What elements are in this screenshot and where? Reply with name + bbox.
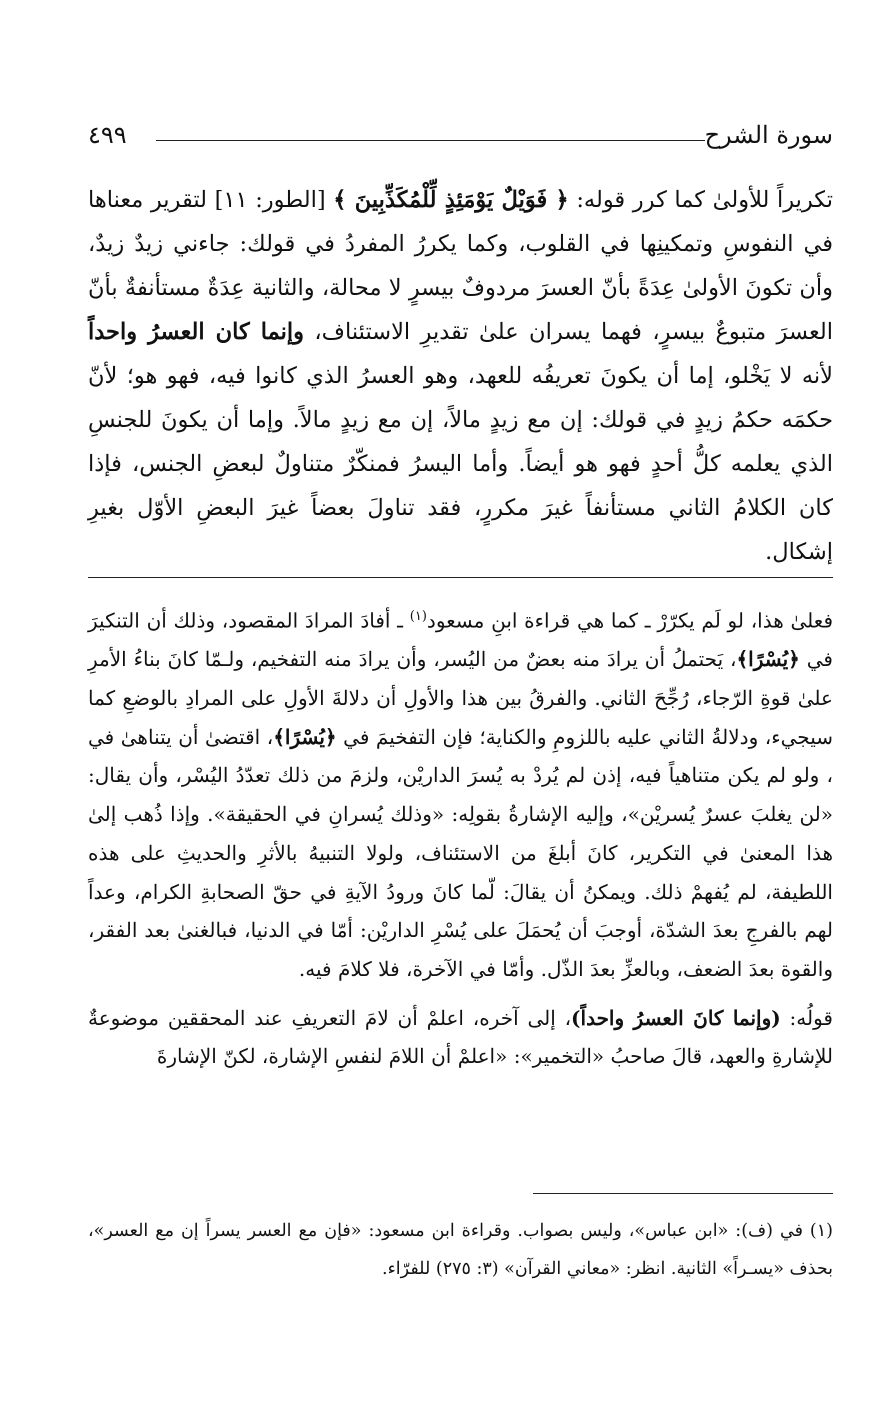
commentary-segment: ، يَحتملُ أن يرادَ منه بعضٌ من اليُسر، وأن يرادَ منه التفخيم، ولـمّا كانَ بناءُ الأمرِ علىٰ قوةِ الرّجاء، رُجِّحَ الثاني. والفرقُ بين هذا والأولِ أن دلالةَ الأولِ على المرادِ بالوضعِ كما سيجيء، ودلالةُ الثاني عليه باللزومِ والكناية؛ فإن التفخيمَ في [88, 647, 833, 749]
footnote-item: (١) في (ف): «ابن عباس»، وليس بصواب. وقراءة ابن مسعود: «فإن مع العسر يسراً إن مع العسر»، بحذف «يسـراً» الثانية. انظر: «معاني القرآن» (٣: ٢٧٥) للفرّاء. [88, 1221, 833, 1279]
header-rule [156, 140, 705, 141]
footnote-reference: (١) [409, 609, 427, 624]
commentary-segment: ، اقتضىٰ أن يتناهىٰ في ، ولو لم يكن متناهياً فيه، إذن لم يُردْ به يُسرَ الداريْن، ولزمَ من ذلك تعدّدُ اليُسْر، وأن يقال: «لن يغلبَ عسرٌ يُسريْن»، وإليه الإشارةُ بقولِه: «وذلك يُسرانِ في الحقيقة». وإذا ذُهب إلىٰ هذا المعنىٰ في التكرير، كانَ أبلغَ من الاستئناف، ولولا التنبيهُ بالأثرِ والحديثِ على هذه اللطيفة، لم يُفهمْ ذلك. ويمكنُ أن يقالَ: لّما كانَ ورودُ الآيةِ في حقّ الصحابةِ الكرام، وعداً لهم بالفرجِ بعدَ الشدّة، أوجبَ أن يُحمَلَ على يُسْرِ الداريْن: أمّا في الدنيا، فبالغنىٰ بعد الفقر، والقوة بعدَ الضعف، وبالعزِّ بعدَ الذّل. وأمّا في الآخرة، فلا كلامَ فيه. [88, 724, 833, 981]
main-text-segment: تكريراً للأولىٰ كما كرر قوله: [568, 187, 833, 213]
commentary-paragraph [88, 598, 833, 989]
surah-title: سورة الشرح [704, 121, 833, 149]
main-text-segment: لتقرير معناها في النفوسِ وتمكينِها في القلوب، وكما يكررُ المفردُ في قولك: جاءني زيدٌ زيدٌ، وأن تكونَ الأولىٰ عِدَةً بأنّ العسرَ مردوفٌ بيسرٍ لا محالة، والثانية عِدَةٌ مستأنفةٌ بأنّ العسرَ متبوعٌ بيسرٍ، فهما يسران علىٰ تقديرِ الاستئناف، [88, 187, 833, 345]
commentary-segment: ، إلى آخره، اعلمْ أن لامَ التعريفِ عند المحققين موضوعةٌ للإشارةِ والعهد، قالَ صاحبُ «التخمير»: «اعلمْ أن اللامَ لنفسِ الإشارة، لكنّ الإشارةَ [88, 1005, 833, 1069]
running-header [88, 112, 833, 158]
commentary-segment: ـ أفادَ المرادَ المقصود، وذلك أن التنكيرَ في [88, 608, 833, 672]
commentary-text [88, 598, 833, 1076]
footnotes [88, 1212, 833, 1288]
commentary-segment: قولُه: [780, 1005, 833, 1030]
emphasized-phrase: وإنما كان العسرُ واحداً [88, 319, 305, 345]
quran-word: ﴿يُسْرًا﴾ [736, 647, 800, 672]
emphasized-phrase: (وإنما كانَ العسرُ واحداً) [571, 1005, 781, 1030]
section-divider [88, 577, 833, 578]
main-text [88, 178, 833, 574]
page-number: ٤٩٩ [88, 121, 127, 149]
footnote-rule [533, 1193, 833, 1194]
quran-word: ﴿يُسْرًا﴾ [273, 724, 337, 749]
commentary-paragraph [88, 999, 833, 1076]
quran-quote: ﴿ فَوَيْلٌ يَوْمَئِذٍ لِّلْمُكَذِّبِينَ ﴾ [333, 187, 569, 213]
commentary-segment: فعلىٰ هذا، لو لَم يكرّرْ ـ كما هي قراءة ابنِ مسعود [426, 608, 834, 633]
main-paragraph [88, 178, 833, 574]
main-text-segment: لأنه لا يَخْلو، إما أن يكونَ تعريفُه للعهد، وهو العسرُ الذي كانوا فيه، فهو هو؛ لأنّ حكمَه حكمُ زيدٍ في قولك: إن مع زيدٍ مالاً، إن مع زيدٍ مالاً. وإما أن يكونَ للجنسِ الذي يعلمه كلُّ أحدٍ فهو هو أيضاً. وأما اليسرُ فمنكّرٌ متناولٌ لبعضِ الجنس، فإذا كان الكلامُ الثاني مستأنفاً غيرَ مكررٍ، فقد تناولَ بعضاً غيرَ البعضِ الأوّل بغيرِ إشكال. [88, 363, 833, 565]
quran-reference: [الطور: ١١] [207, 187, 334, 213]
